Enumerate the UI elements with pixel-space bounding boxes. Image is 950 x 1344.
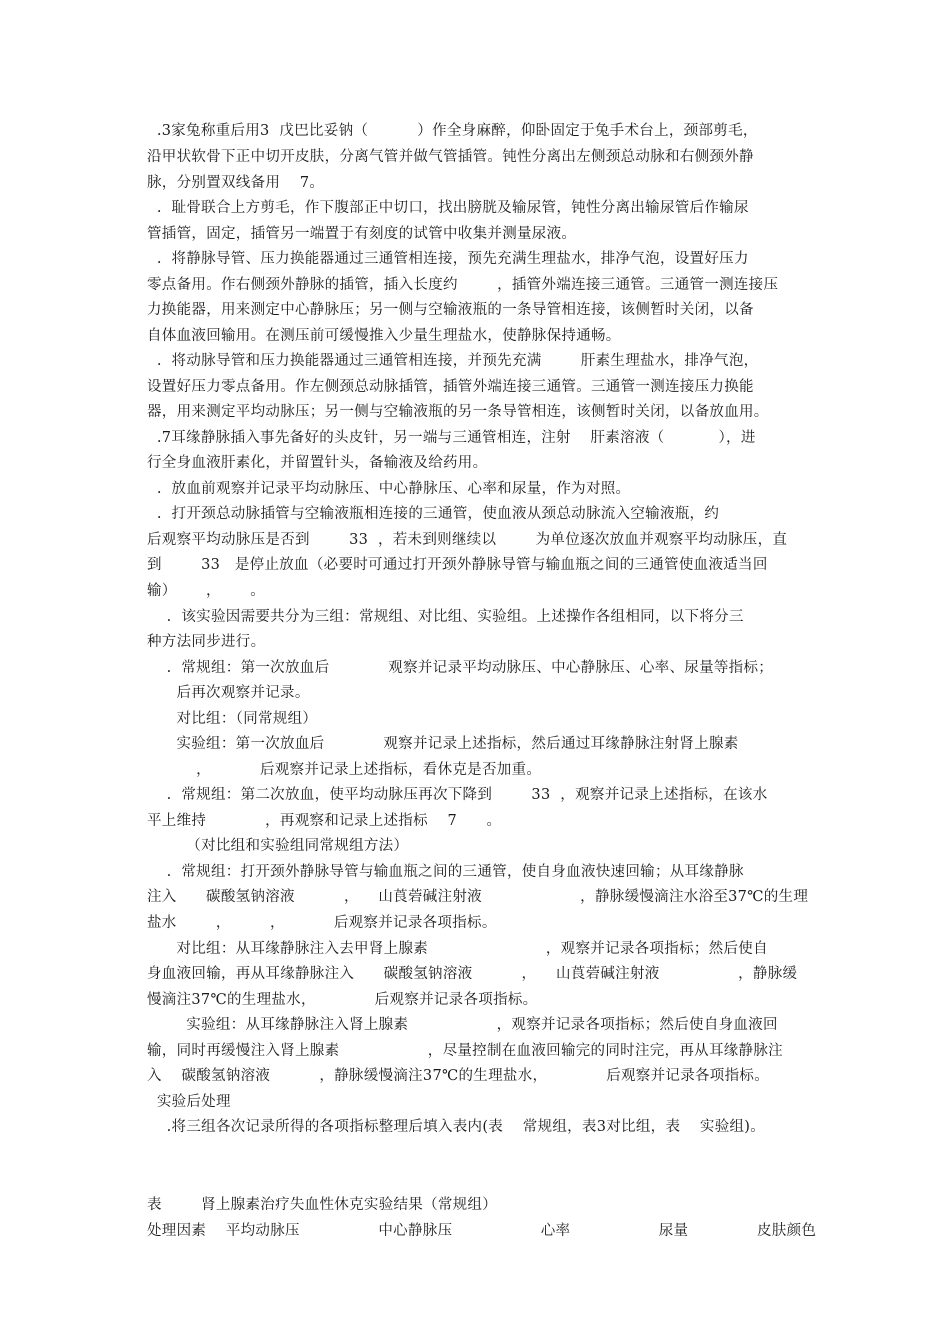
text-line: .3家兔称重后用3 戊巴比妥钠（ ）作全身麻醉，仰卧固定于兔手术台上，颈部剪毛， [147, 123, 758, 139]
text-line: .将三组各次记录所得的各项指标整理后填入表内(表 常规组，表3对比组，表 实验组)。 [147, 1119, 766, 1135]
text-line: 设置好压力零点备用。作左侧颈总动脉插管，插管外端连接三通管。三通管一测连接压力换能 [147, 379, 754, 395]
text-line: 注入 碳酸氢钠溶液 ， 山莨菪碱注射液 ，静脉缓慢滴注水浴至37℃的生理 [147, 889, 809, 905]
text-line: 入 碳酸氢钠溶液 ，静脉缓慢滴注37℃的生理盐水， 后观察并记录各项指标。 [147, 1068, 770, 1084]
text-line: 实验组：从耳缘静脉注入肾上腺素 ，观察并记录各项指标；然后使自身血液回 [147, 1017, 778, 1033]
text-line: 管插管，固定，插管另一端置于有刻度的试管中收集并测量尿液。 [147, 226, 577, 242]
text-line: . 常规组：第一次放血后 观察并记录平均动脉压、中心静脉压、心率、尿量等指标； [147, 660, 774, 676]
text-line: . 常规组：打开颈外静脉导管与输血瓶之间的三通管，使自身血液快速回输；从耳缘静脉 [147, 864, 744, 880]
text-line: 力换能器，用来测定中心静脉压；另一侧与空输液瓶的一条导管相连接，该侧暂时关闭，以备 [147, 302, 754, 318]
text-line: ， 后观察并记录上述指标，看休克是否加重。 [147, 762, 542, 778]
text-line: 自体血液回输用。在测压前可缓慢推入少量生理盐水，使静脉保持通畅。 [147, 328, 621, 344]
text-line: 输，同时再缓慢注入肾上腺素 ，尽量控制在血液回输完的同时注完，再从耳缘静脉注 [147, 1043, 783, 1059]
text-line: 零点备用。作右侧颈外静脉的插管，插入长度约 ，插管外端连接三通管。三通管一测连接压 [147, 277, 779, 293]
text-line: . 打开颈总动脉插管与空输液瓶相连接的三通管，使血液从颈总动脉流入空输液瓶，约 [147, 506, 720, 522]
text-line: 盐水 ， ， 后观察并记录各项指标。 [147, 915, 497, 931]
text-line: . 耻骨联合上方剪毛，作下腹部正中切口，找出膀胱及输尿管，钝性分离出输尿管后作输尿 [147, 200, 749, 216]
text-line: 身血液回输，再从耳缘静脉注入 碳酸氢钠溶液 ， 山莨菪碱注射液 ，静脉缓 [147, 966, 798, 982]
text-line: 沿甲状软骨下正中切开皮肤，分离气管并做气管插管。钝性分离出左侧颈总动脉和右侧颈外静 [147, 149, 754, 165]
text-line: 种方法同步进行。 [147, 634, 266, 650]
text-line: . 该实验因需要共分为三组：常规组、对比组、实验组。上述操作各组相同，以下将分三 [147, 609, 744, 625]
text-line: 后观察平均动脉压是否到 33 ，若未到则继续以 为单位逐次放血并观察平均动脉压，直 [147, 532, 788, 548]
text-line: 器，用来测定平均动脉压；另一侧与空输液瓶的另一条导管相连，该侧暂时关闭，以备放血用。 [147, 404, 769, 420]
text-line: .7耳缘静脉插入事先备好的头皮针，另一端与三通管相连，注射 肝素溶液（ ），进 [147, 430, 756, 446]
text-line: 脉，分别置双线备用 7。 [147, 175, 325, 191]
text-line: . 常规组：第二次放血，使平均动脉压再次下降到 33 ，观察并记录上述指标，在该水 [147, 787, 768, 803]
text-line: 输） ， 。 [147, 583, 266, 599]
text-line: 行全身血液肝素化，并留置针头，备输液及给药用。 [147, 455, 488, 471]
text-line: 实验组：第一次放血后 观察并记录上述指标，然后通过耳缘静脉注射肾上腺素 [147, 736, 739, 752]
text-line: 对比组：从耳缘静脉注入去甲肾上腺素 ，观察并记录各项指标；然后使自 [147, 941, 768, 957]
text-line: 到 33 是停止放血（必要时可通过打开颈外静脉导管与输血瓶之间的三通管使血液适当回 [147, 557, 768, 573]
text-line: 慢滴注37℃的生理盐水， 后观察并记录各项指标。 [147, 992, 538, 1008]
text-line: 对比组：（同常规组） [147, 711, 318, 727]
table-caption: 表 肾上腺素治疗失血性休克实验结果（常规组） [147, 1197, 498, 1213]
text-line: . 将动脉导管和压力换能器通过三通管相连接，并预先充满 肝素生理盐水，排净气泡， [147, 353, 759, 369]
table-header-row: 处理因素 平均动脉压 中心静脉压 心率 尿量 皮肤颜色 [147, 1223, 817, 1239]
text-line: （对比组和实验组同常规组方法） [147, 838, 409, 854]
text-line: 平上维持 ，再观察和记录上述指标 7 。 [147, 813, 502, 829]
section-heading: 实验后处理 [147, 1094, 231, 1110]
text-line: . 放血前观察并记录平均动脉压、中心静脉压、心率和尿量，作为对照。 [147, 481, 631, 497]
text-line: 后再次观察并记录。 [147, 685, 310, 701]
text-line: . 将静脉导管、压力换能器通过三通管相连接，预先充满生理盐水，排净气泡，设置好压力 [147, 251, 749, 267]
